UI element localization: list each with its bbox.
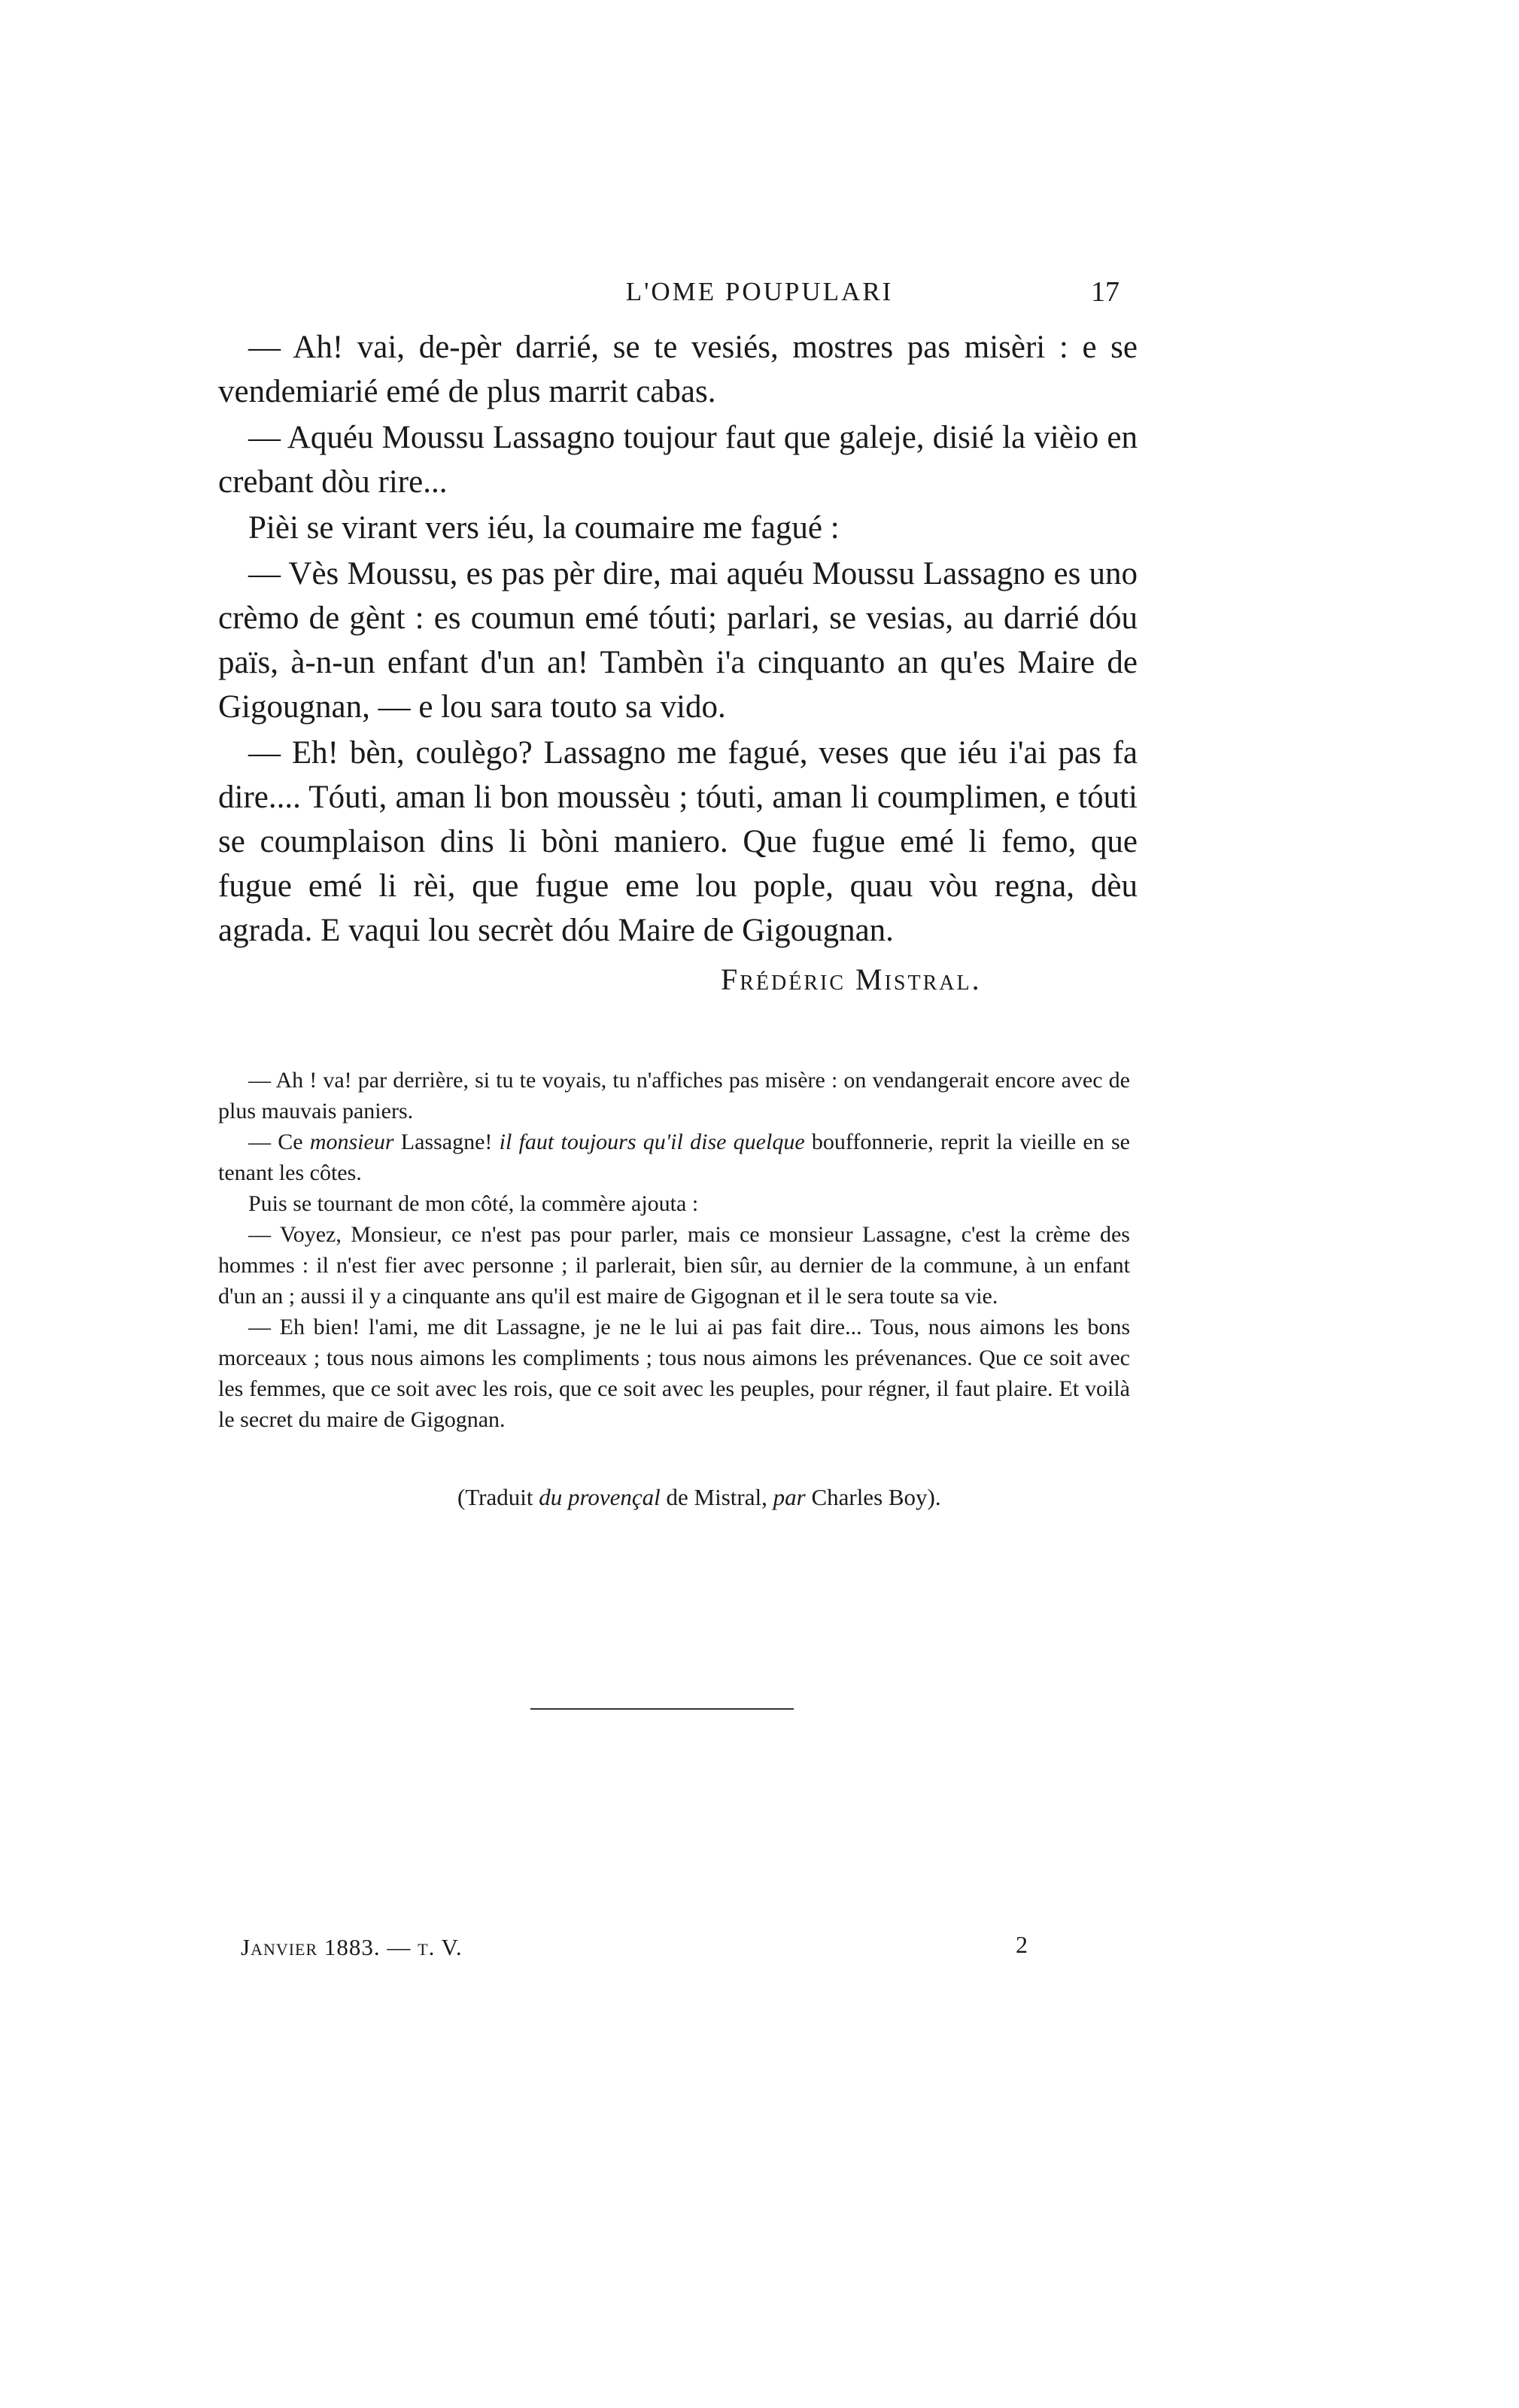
footer-issue-line: Janvier 1883. — t. V. [241,1934,463,1960]
translation-paragraph: Puis se tournant de mon côté, la commère ajouta : [248,1191,699,1216]
french-translation [218,1065,1130,1435]
translation-paragraph: — Ah ! va! par derrière, si tu te voyais, tu n'affiches pas misère : on vendangerait encore avec de plus mauvais paniers. [218,1068,1130,1123]
main-paragraph: — Ah! vai, de-pèr darrié, se te vesiés, mostres pas misèri : e se vendemiarié emé de plus marrit cabas. [218,330,1138,409]
main-paragraph: — Vès Moussu, es pas pèr dire, mai aquéu Moussu Lassagno es uno crèmo de gènt : es coumun emé tóuti; parlari, se vesias, au darrié dóu païs, à-n-un enfant d'un an! Tambèn i'a cinquanto an qu'es Maire de Gigougnan, — e lou sara touto sa vido. [218,556,1138,725]
section-divider [530,1708,794,1710]
translation-paragraph: — Voyez, Monsieur, ce n'est pas pour parler, mais ce monsieur Lassagne, c'est la crème des hommes : il n'est fier avec personne ; il parlerait, bien sûr, au dernier de la commune, à un enfant d'un an ; aussi il y a cinquante ans qu'il est maire de Gigognan et il le sera toute sa vie. [218,1222,1130,1309]
running-title: L'OME POUPULARI [625,277,894,306]
main-paragraph: — Eh! bèn, coulègo? Lassagno me fagué, veses que iéu i'ai pas fa dire.... Tóuti, aman li bon moussèu ; tóuti, aman li coumplimen, e tóuti se coumplaison dins li bòni maniero. Que fugue emé li femo, que fugue emé li rèi, que fugue eme lou pople, quau vòu regna, dèu agrada. E vaqui lou secrèt dóu Maire de Gigougnan. [218,735,1138,948]
translation-credit: (Traduit du provençal de Mistral, par Charles Boy). [457,1484,941,1510]
main-paragraph: Pièi se virant vers iéu, la coumaire me fagué : [248,510,840,546]
main-paragraph: — Aquéu Moussu Lassagno toujour faut que galeje, disié la vièio en crebant dòu rire... [218,420,1138,500]
page-number: 17 [1091,276,1120,308]
translation-paragraph: — Eh bien! l'ami, me dit Lassagne, je ne le lui ai pas fait dire... Tous, nous aimons les bons morceaux ; tous nous aimons les compliments ; tous nous aimons les prévenances. Que ce soit avec les femmes, que ce soit avec les rois, que ce soit avec les peuples, pour régner, il faut plaire. Et voilà le secret du maire de Gigognan. [218,1315,1130,1432]
provencal-text [218,325,1138,953]
footer-signature-mark: 2 [1016,1931,1028,1958]
translation-paragraph: — Ce monsieur Lassagne! il faut toujours qu'il dise quelque bouffonnerie, reprit la vieille en se tenant les côtes. [218,1130,1130,1185]
author-signature: Frédéric Mistral. [721,962,982,996]
